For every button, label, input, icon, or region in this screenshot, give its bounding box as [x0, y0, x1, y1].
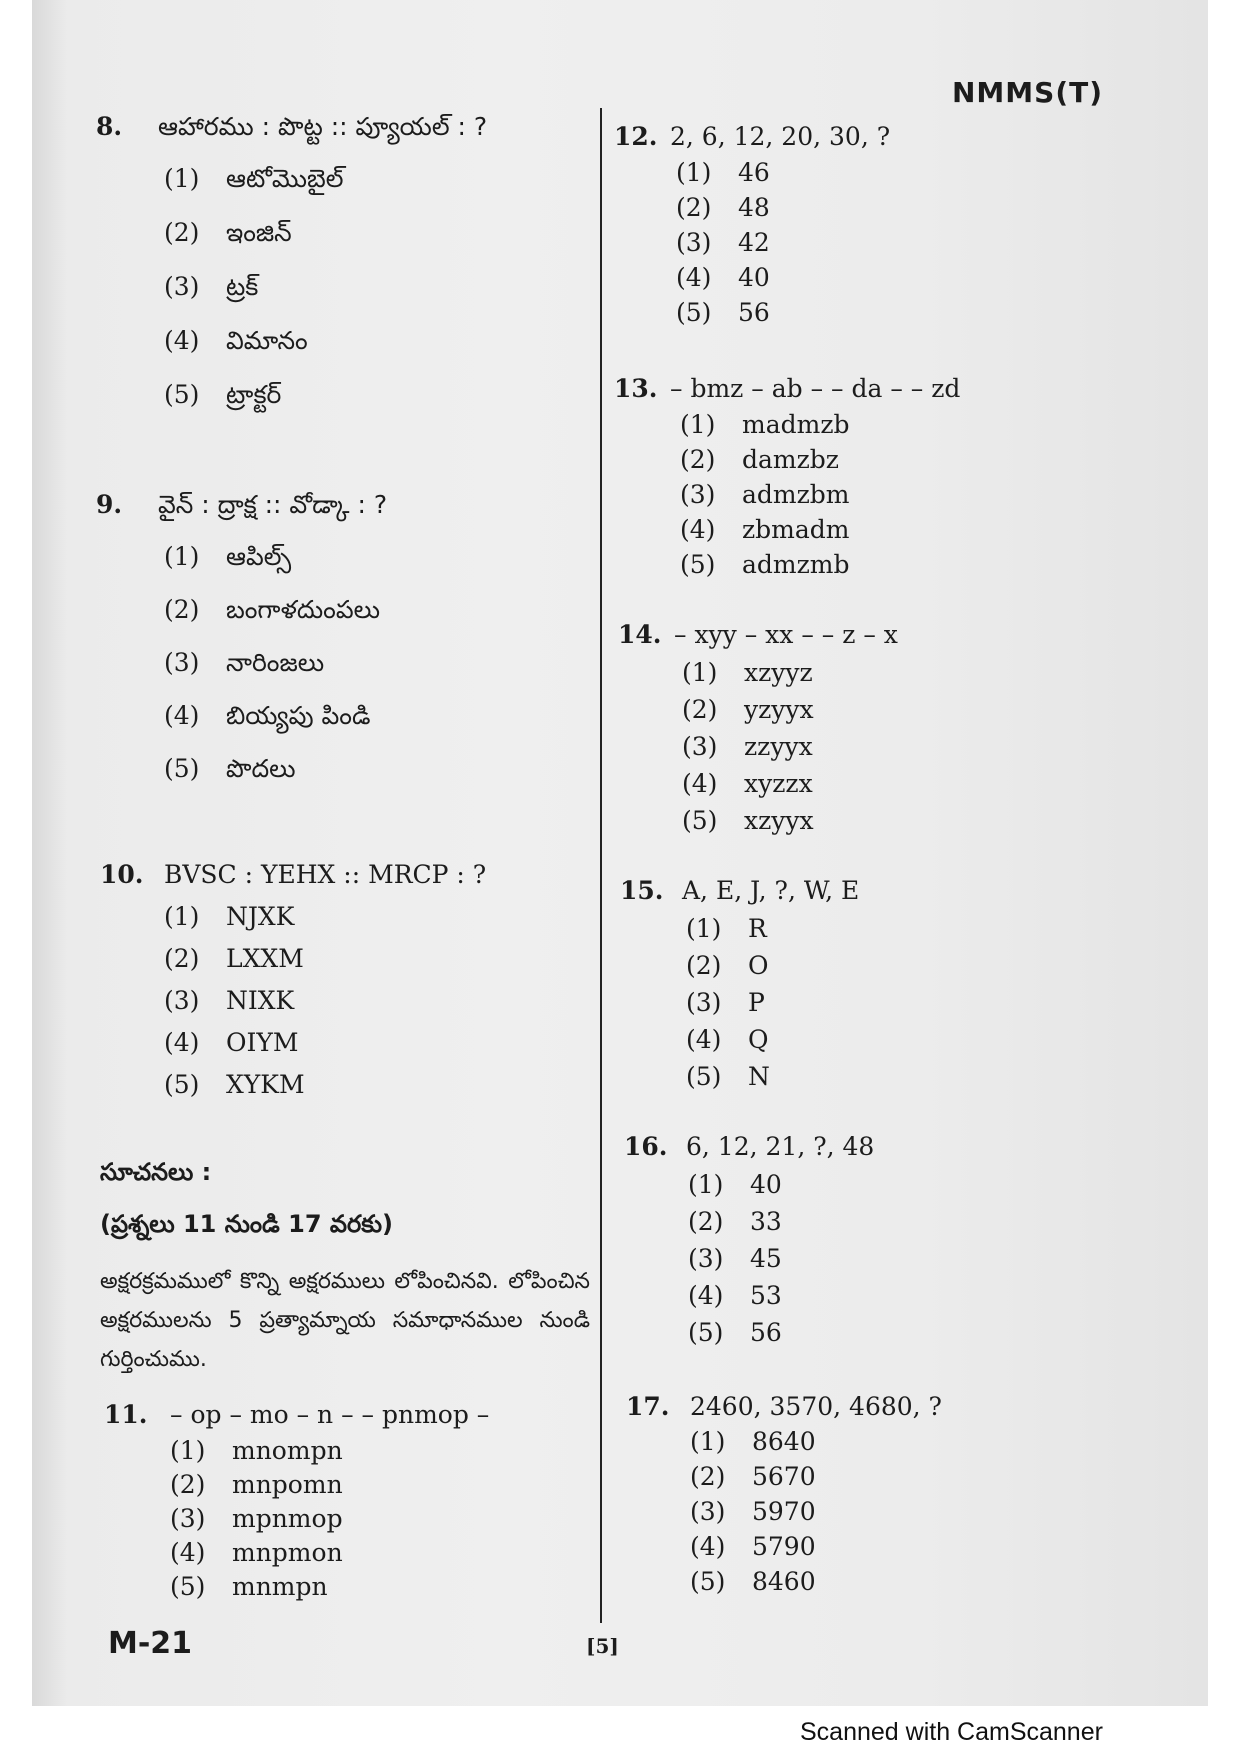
option-4: (4) xyzzx — [682, 769, 813, 798]
option-4: (4) OIYM — [164, 1028, 299, 1057]
option-1: (1) xzyyz — [682, 658, 813, 687]
option-4: (4) బియ్యపు పిండి — [164, 701, 371, 730]
option-1: (1) mnompn — [170, 1436, 343, 1465]
option-2: (2) 48 — [676, 193, 770, 222]
option-3: (3) admzbm — [680, 480, 850, 509]
option-1: (1) 8640 — [690, 1427, 816, 1456]
question-number: 14. — [618, 620, 662, 649]
option-5: (5) XYKM — [164, 1070, 305, 1099]
question-number: 11. — [104, 1400, 148, 1429]
option-3: (3) NIXK — [164, 986, 295, 1015]
question-16 — [624, 1132, 1194, 1352]
option-3: (3) నారింజలు — [164, 648, 325, 677]
instructions-range: (ప్రశ్నలు 11 నుండి 17 వరకు) — [100, 1210, 394, 1238]
option-5: (5) mnmpn — [170, 1572, 328, 1601]
question-15 — [620, 876, 1190, 1096]
question-stem: ఆహారము : పొట్ట :: ప్యూయల్ : ? — [158, 112, 488, 141]
option-2: (2) LXXM — [164, 944, 304, 973]
option-4: (4) Q — [686, 1025, 769, 1054]
question-stem: – op – mo – n – – pnmop – — [170, 1400, 490, 1429]
option-5: (5) N — [686, 1062, 770, 1091]
question-number: 9. — [96, 490, 123, 519]
scanner-watermark: Scanned with CamScanner — [800, 1718, 1103, 1746]
option-4: (4) zbmadm — [680, 515, 850, 544]
question-stem: 6, 12, 21, ?, 48 — [686, 1132, 875, 1161]
question-stem: 2460, 3570, 4680, ? — [690, 1392, 942, 1421]
question-number: 12. — [614, 122, 658, 151]
option-2: (2) బంగాళదుంపలు — [164, 595, 380, 624]
option-1: (1) NJXK — [164, 902, 295, 931]
option-3: (3) 5970 — [690, 1497, 816, 1526]
page-number: [5] — [586, 1634, 619, 1658]
question-stem: A, E, J, ?, W, E — [682, 876, 860, 905]
question-11 — [104, 1400, 594, 1600]
option-1: (1) 46 — [676, 158, 770, 187]
instructions-body: అక్షరక్రమములో కొన్ని అక్షరములు లోపించినవి. లోపించిన అక్షరములను 5 ప్రత్యామ్నాయ సమాధానముల నుండి గుర్తించుము. — [100, 1269, 590, 1372]
option-1: (1) R — [686, 914, 767, 943]
option-4: (4) 5790 — [690, 1532, 816, 1561]
option-3: (3) 42 — [676, 228, 770, 257]
option-5: (5) 56 — [676, 298, 770, 327]
question-number: 8. — [96, 112, 123, 141]
question-number: 17. — [626, 1392, 670, 1421]
option-4: (4) 40 — [676, 263, 770, 292]
question-13 — [614, 374, 1194, 584]
question-stem: – bmz – ab – – da – – zd — [670, 374, 961, 403]
option-2: (2) mnpomn — [170, 1470, 343, 1499]
option-2: (2) yzyyx — [682, 695, 814, 724]
question-number: 15. — [620, 876, 664, 905]
option-3: (3) zzyyx — [682, 732, 813, 761]
option-2: (2) 5670 — [690, 1462, 816, 1491]
column-divider — [600, 108, 602, 1623]
option-5: (5) ట్రాక్టర్ — [164, 380, 282, 409]
option-1: (1) ఆటోమొబైల్ — [164, 164, 344, 193]
option-5: (5) xzyyx — [682, 806, 814, 835]
option-2: (2) damzbz — [680, 445, 839, 474]
option-5: (5) admzmb — [680, 550, 850, 579]
exam-code-header: NMMS(T) — [952, 76, 1104, 109]
option-2: (2) ఇంజిన్ — [164, 218, 292, 247]
question-number: 16. — [624, 1132, 668, 1161]
question-12 — [614, 122, 1194, 332]
booklet-code: M-21 — [108, 1626, 193, 1661]
option-2: (2) O — [686, 951, 769, 980]
option-1: (1) madmzb — [680, 410, 850, 439]
option-5: (5) 8460 — [690, 1567, 816, 1596]
option-3: (3) 45 — [688, 1244, 782, 1273]
option-2: (2) 33 — [688, 1207, 782, 1236]
option-4: (4) mnpmon — [170, 1538, 343, 1567]
instructions-title: సూచనలు : — [100, 1158, 212, 1186]
question-stem: వైన్ : ద్రాక్ష :: వోడ్కా : ? — [158, 490, 388, 519]
option-3: (3) P — [686, 988, 765, 1017]
option-1: (1) ఆపిల్స్ — [164, 542, 292, 571]
question-9 — [96, 490, 596, 790]
question-8 — [96, 112, 596, 432]
question-stem: BVSC : YEHX :: MRCP : ? — [164, 860, 487, 889]
question-stem: – xyy – xx – – z – x — [674, 620, 898, 649]
question-10 — [100, 860, 600, 1100]
option-3: (3) mpnmop — [170, 1504, 343, 1533]
question-number: 13. — [614, 374, 658, 403]
question-number: 10. — [100, 860, 144, 889]
question-stem: 2, 6, 12, 20, 30, ? — [670, 122, 891, 151]
option-4: (4) విమానం — [164, 326, 308, 355]
option-1: (1) 40 — [688, 1170, 782, 1199]
option-5: (5) పొదలు — [164, 754, 296, 783]
option-3: (3) ట్రక్ — [164, 272, 259, 301]
option-5: (5) 56 — [688, 1318, 782, 1347]
question-14 — [618, 620, 1188, 840]
question-17 — [626, 1392, 1196, 1602]
option-4: (4) 53 — [688, 1281, 782, 1310]
